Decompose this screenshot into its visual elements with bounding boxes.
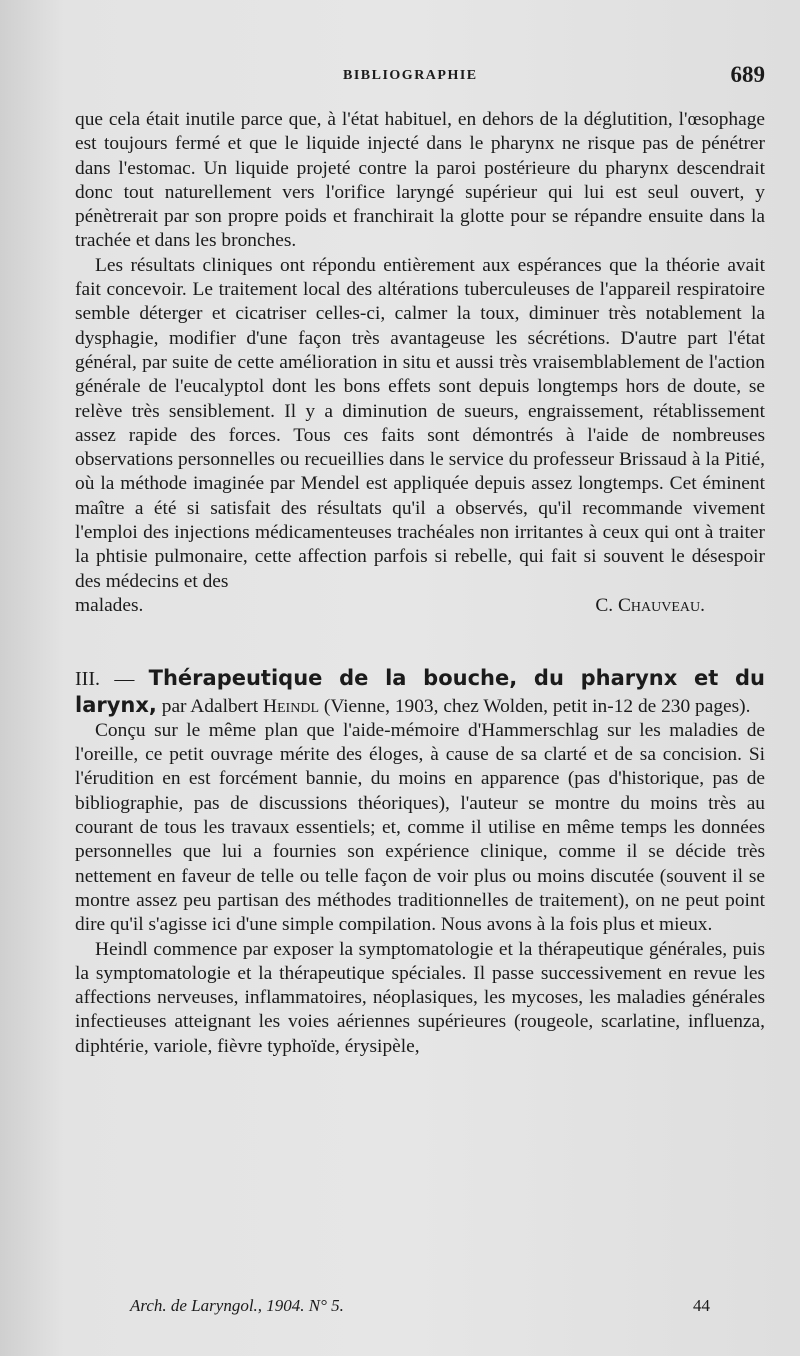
running-title: BIBLIOGRAPHIE — [343, 68, 478, 83]
review2-paragraph-2: Heindl commence par exposer la symptomatologie et la thérapeutique générales, puis la symptomatologie et la thérapeutique spéciales. Il passe successivement en revue les affections nerveuses, inflammatoires, néoplasiques, les mycoses, les maladies générales infectieuses atteignant les voies aériennes supérieures (rougeole, scarlatine, influenza, diphtérie, variole, fièvre typhoïde, érysipèle, — [75, 938, 765, 1057]
review2-numeral: III. — — [75, 668, 135, 691]
review2-details: (Vienne, 1903, chez Wolden, petit in-12 de 230 pages). — [323, 695, 751, 717]
footer-signature-mark: 44 — [693, 1296, 710, 1315]
review2-paragraph-1: Conçu sur le même plan que l'aide-mémoire d'Hammerschlag sur les maladies de l'oreille, ce petit ouvrage mérite des éloges, à cause de sa clarté et de sa concision. Si l'érudition en est forcément bannie, du moins en apparence (pas d'historique, pas de bibliographie, pas de discussions théoriques), l'auteur se montre du moins très au courant de tous les travaux essentiels; et, comme il utilise en même temps les données personnelles que lui a fournies son expérience clinique, comme il se décide très nettement en faveur de telle ou telle façon de voir plus ou moins discutée (souvent il se montre assez peu partisan des méthodes traditionnelles de traitement), on ne peut point dire qu'il s'agisse ici d'une simple compilation. Nous avons à la fois plus et mieux. — [75, 719, 765, 936]
page-footer — [130, 1296, 710, 1316]
page-number: 689 — [730, 62, 765, 87]
review1-closing-line — [75, 594, 765, 618]
review2-title: Thérapeutique de la bouche, du pharynx et du larynx, — [75, 666, 765, 717]
review1-paragraph-2: Les résultats cliniques ont répondu entièrement aux espérances que la théorie avait fait concevoir. Le traitement local des altérations tuberculeuses de l'appareil respiratoire semble déterger et cicatriser celles-ci, calmer la toux, diminuer très notablement la dysphagie, modifier d'une façon très avantageuse les sécrétions. D'autre part l'état général, par suite de cette amélioration in situ et aussi très vraisemblablement de l'action générale de l'eucalyptol dont les bons effets sont depuis longtemps hors de doute, se relève très sensiblement. Il y a diminution de sueurs, engraissement, rétablissement assez rapide des forces. Tous ces faits sont démontrés à l'aide de nombreuses observations personnelles ou recueillies dans le service du professeur Brissaud à la Pitié, où la méthode imaginée par Mendel est appliquée depuis assez longtemps. Cet éminent maître a été si satisfait des résultats qu'il a observés, qu'il recommande vivement l'emploi des injections médicamenteuses trachéales non irritantes à ceux qui ont à traiter la phtisie pulmonaire, cette affection parfois si rebelle, qui fait si souvent le désespoir des médecins et des — [75, 254, 765, 592]
review1-paragraph-1: que cela était inutile parce que, à l'état habituel, en dehors de la déglutition, l'œsophage est toujours fermé et que le liquide injecté dans le pharynx ne risque pas de pénétrer dans l'estomac. Un liquide projeté contre la paroi postérieure du pharynx descendrait donc tout naturellement vers l'orifice laryngé supérieur qui lui est seul ouvert, y pénètrerait par son propre poids et franchirait la glotte pour se répandre ensuite dans la trachée et dans les bronches. — [75, 109, 765, 252]
review2-author: Heindl — [263, 695, 319, 717]
footer-journal: Arch. de Laryngol., 1904. N° 5. — [130, 1296, 344, 1315]
review1-last-word: malades. — [75, 594, 144, 616]
review2-by: par Adalbert — [161, 695, 259, 717]
review2-heading — [75, 666, 765, 719]
page-body — [75, 108, 765, 1059]
page-header — [75, 62, 765, 96]
review1-signature: C. Chauveau. — [595, 594, 705, 616]
review2-section — [75, 666, 765, 1059]
